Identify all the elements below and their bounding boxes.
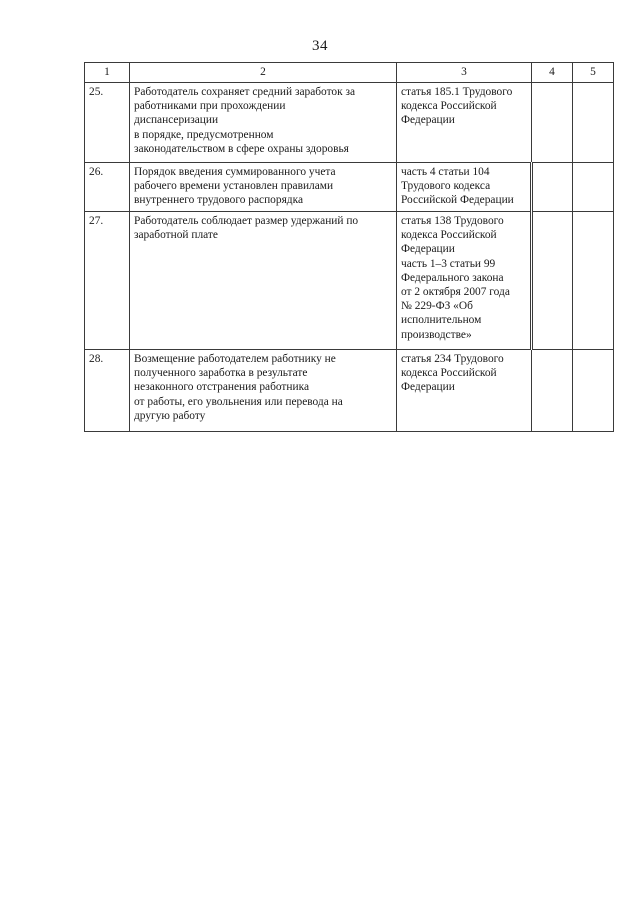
table-row: [85, 212, 614, 350]
legal-reference-cell: [397, 350, 532, 432]
column-4-cell: [532, 212, 573, 350]
legal-reference-cell: [397, 83, 532, 163]
column-header-2: 2: [130, 63, 397, 83]
requirement-line: диспансеризации: [134, 114, 219, 127]
column-5-cell: [573, 83, 614, 163]
requirement-cell: [130, 350, 397, 432]
row-number: 27.: [85, 212, 130, 350]
column-header-1: 1: [85, 63, 130, 83]
legal-reference-cell: [397, 163, 532, 212]
column-4-cell: [532, 163, 573, 212]
reference-line: от 2 октября 2007 года: [401, 286, 510, 299]
requirement-cell: [130, 83, 397, 163]
column-5-cell: [573, 350, 614, 432]
reference-line: кодекса Российской: [401, 100, 497, 113]
reference-line: № 229-ФЗ «Об: [401, 300, 473, 313]
reference-line: Федерального закона: [401, 271, 504, 284]
table-row: [85, 163, 614, 212]
column-5-cell: [573, 212, 614, 350]
requirement-line: Работодатель соблюдает размер удержаний по: [134, 215, 359, 227]
reference-line: статья 138 Трудового: [401, 215, 504, 227]
requirement-line: законодательством в сфере охраны здоровья: [134, 142, 349, 155]
column-4-cell: [532, 83, 573, 163]
reference-line: исполнительном: [401, 314, 482, 327]
reference-line: статья 234 Трудового: [401, 353, 504, 365]
requirement-line: Порядок введения суммированного учета: [134, 166, 336, 178]
reference-line: Федерации: [401, 381, 455, 394]
requirement-line: полученного заработка в результате: [134, 367, 308, 380]
page-number: 34: [312, 38, 328, 54]
requirement-line: рабочего времени установлен правилами: [134, 180, 334, 193]
reference-line: часть 4 статьи 104: [401, 166, 490, 178]
column-4-cell: [532, 350, 573, 432]
reference-line: часть 1–3 статьи 99: [401, 257, 496, 270]
row-number: 28.: [85, 350, 130, 432]
requirement-line: незаконного отстранения работника: [134, 381, 310, 394]
reference-line: Трудового кодекса: [401, 180, 491, 193]
reference-line: Российской Федерации: [401, 194, 514, 207]
table-row: [85, 350, 614, 432]
column-header-3: 3: [397, 63, 532, 83]
requirement-line: от работы, его увольнения или перевода на: [134, 395, 343, 408]
table-row: [85, 83, 614, 163]
reference-line: Федерации: [401, 243, 455, 256]
reference-line: статья 185.1 Трудового: [401, 86, 513, 98]
reference-line: кодекса Российской: [401, 367, 497, 380]
requirement-cell: [130, 163, 397, 212]
row-number: 25.: [85, 83, 130, 163]
reference-line: производстве»: [401, 328, 472, 341]
requirement-line: Возмещение работодателем работнику не: [134, 353, 336, 365]
column-header-5: 5: [573, 63, 614, 83]
reference-line: кодекса Российской: [401, 229, 497, 242]
requirement-line: Работодатель сохраняет средний заработок за: [134, 86, 356, 98]
requirement-line: другую работу: [134, 409, 206, 422]
requirement-line: внутреннего трудового распорядка: [134, 194, 304, 207]
row-number: 26.: [85, 163, 130, 212]
column-5-cell: [573, 163, 614, 212]
reference-line: Федерации: [401, 114, 455, 127]
requirement-cell: [130, 212, 397, 350]
column-header-4: 4: [532, 63, 573, 83]
requirement-line: заработной плате: [134, 229, 218, 242]
checklist-table: [84, 62, 614, 432]
legal-reference-cell: [397, 212, 532, 350]
requirement-line: в порядке, предусмотренном: [134, 128, 274, 141]
table-header-row: [85, 63, 614, 83]
requirement-line: работниками при прохождении: [134, 100, 286, 113]
